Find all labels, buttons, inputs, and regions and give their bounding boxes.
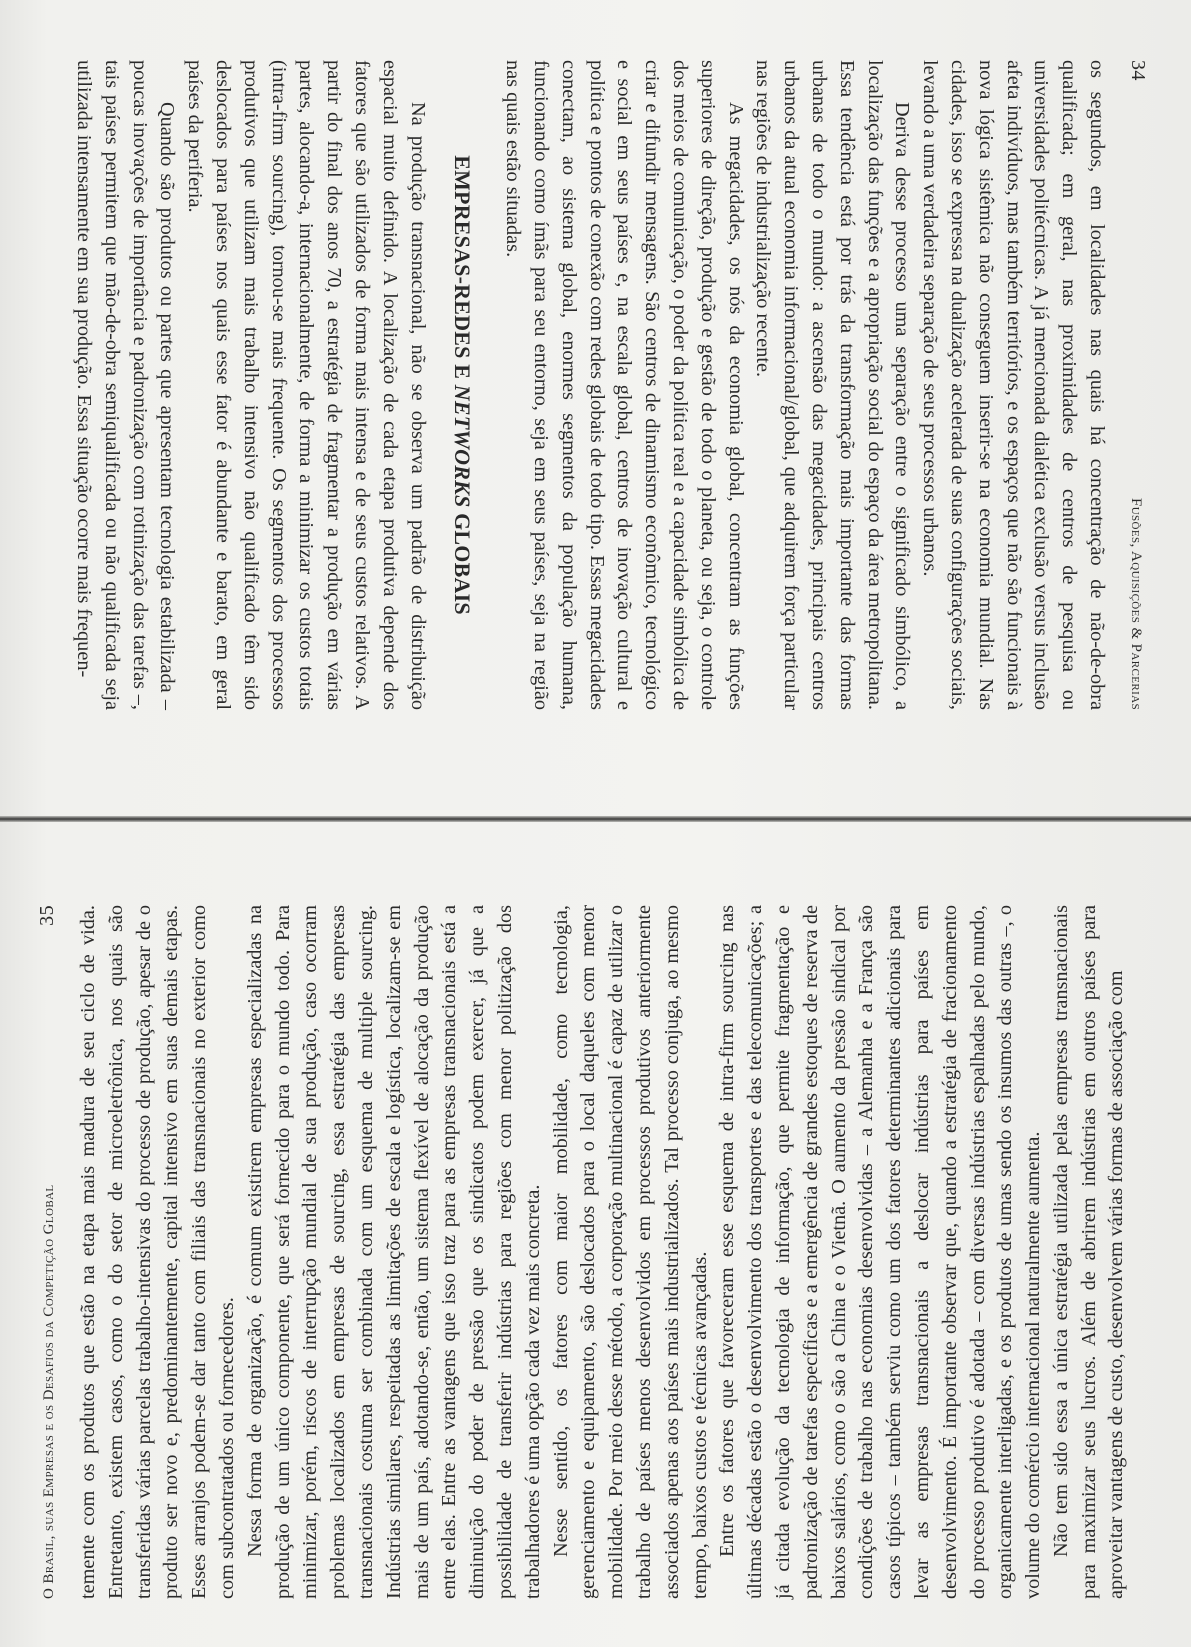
section-title-prefix: EMPRESAS-REDES E: [450, 155, 476, 385]
right-page: [0, 847, 1191, 1647]
section-title: [449, 60, 477, 710]
book-spine: [0, 816, 1191, 822]
paragraph: Nessa forma de organização, é comum existirem empresas especializadas na produção de um único componente, que será fornecido para o mundo todo. Para minimizar, porém, riscos de interrupção mundial de sua produção, caso ocorram problemas localizados em empresas de sourcing, essa estratégia das empresas transnacionais costuma ser combinada com um esquema de multiple sourcing. Indústrias similares, respeitadas as limitações de escala e logística, localizam-se em mais de um país, adotando-se, então, um sistema flexível de alocação da produção entre elas. Entre as vantagens que isso traz para as empresas transnacionais está a diminuição do poder de pressão que os sindicatos podem exercer, já que a possibilidade de transferir indústrias para regiões com menor politização dos trabalhadores é uma opção cada vez mais concreta.: [243, 905, 544, 1599]
paragraph: temente com os produtos que estão na etapa mais madura de seu ciclo de vida. Entretanto, existem casos, como o do setor de microeletrônica, nos quais são transferidas várias parcelas trabalho-intensivas do processo de produção, apesar de o produto ser novo e, predominantemente, capital intensivo em suas demais etapas. Esses arranjos podem-se dar tanto com filiais das transnacionais no exterior como com subcontratados ou fornecedores.: [77, 905, 238, 1599]
page-number: 35: [36, 905, 58, 926]
running-header: [36, 905, 59, 1599]
paragraph: os segundos, em localidades nas quais há concentração de não-de-obra qualificada; em geral, nas proximidades de centros de pesquisa ou universidades politécnicas. A já mencionada dialética exclusão versus inclusão afeta indivíduos, mas também territórios, e os espaços que não são funcionais à nova lógica sistêmica não conseguem inserir-se na economia mundial. Nas cidades, isso se expressa na dualização acelerada de suas configurações sociais, levando a uma verdadeira separação de seus processos urbanos.: [919, 60, 1108, 710]
paragraph: Deriva desse processo uma separação entre o significado simbólico, a localização das funções e a apropriação social do espaço da área metropolitana. Essa tendência está por trás da transformação mais importante das formas urbanas de todo o mundo: a ascensão das megacidades, principais centros urbanos da atual economia informacional/global, que adquirem força particular nas regiões de industrialização recente.: [752, 60, 914, 710]
paragraph: Não tem sido essa a única estratégia utilizada pelas empresas transnacionais para maximizar seus lucros. Além de abrirem indústrias em outros países para aproveitar vantagens de custo, desenvolvem várias formas de associação com: [1049, 905, 1128, 1599]
paragraph: As megacidades, os nós da economia global, concentram as funções superiores de direção, produção e gestão de todo o planeta, ou seja, o controle dos meios de comunicação, o poder da política real e a capacidade simbólica de criar e difundir mensagens. São centros de dinamismo econômico, tecnológico e social em seus países e, na escala global, centros de inovação cultural e política e pontos de conexão com redes globais de todo tipo. Essas megacidades conectam, ao sistema global, enormes segmentos da população humana, funcionando como ímãs para seu entorno, seja em seus países, seja na região nas quais estão situadas.: [502, 60, 747, 710]
left-page: [0, 0, 1191, 770]
section-title-suffix: GLOBAIS: [450, 507, 476, 615]
paragraph: Na produção transnacional, não se observa um padrão de distribuição espacial muito definido. A localização de cada etapa produtiva depende dos fatores que são utilizados de forma mais intensa e de seus custos relativos. A partir do final dos anos 70, a estratégia de fragmentar a produção em várias partes, alocando-a, internacionalmente, de forma a minimizar os custos totais (intra-firm sourcing), tornou-se mais frequente. Os segmentos dos processos produtivos que utilizam mais trabalho intensivo não qualificado têm sido deslocados para países nos quais esse fator é abundante e barato, em geral países da periferia.: [184, 60, 429, 710]
page-number: 34: [1127, 60, 1149, 81]
page-body: [75, 905, 1131, 1599]
running-head-title: O Brasil, suas Empresas e os Desafios da Competição Global: [41, 1184, 57, 1599]
running-head-title: Fusões, Aquisições & Parcerias: [1128, 497, 1144, 710]
running-header: [1126, 60, 1149, 710]
section-title-italic: NETWORKS: [450, 384, 476, 508]
paragraph: Quando são produtos ou partes que apresentam tecnologia estabilizada – poucas inovações de importância e padronização com rotinização das tarefas –, tais países permitem que mão-de-obra semiqualificada ou não qualificada seja utilizada intensamente em sua produção. Essa situação ocorre mais frequen-: [73, 60, 179, 710]
paragraph: Nesse sentido, os fatores com maior mobilidade, como tecnologia, gerenciamento e equipamento, são deslocados para o local daqueles com menor mobilidade. Por meio desse método, a corporação multinacional é capaz de utilizar o trabalho de países menos desenvolvidos em processos produtivos anteriormente associados apenas aos países mais industrializados. Tal processo conjuga, ao mesmo tempo, baixos custos e técnicas avançadas.: [549, 905, 711, 1599]
page-body: [69, 60, 1110, 710]
paragraph: Entre os fatores que favoreceram esse esquema de intra-firm sourcing nas últimas décadas estão o desenvolvimento dos transportes e das telecomunicações; a já citada evolução da tecnologia de informação, que permite fragmentação e padronização de tarefas específicas e a emergência de grandes estoques de reserva de baixos salários, como o são a China e o Vietnã. O aumento da pressão sindical por condições de trabalho nas economias desenvolvidas – a Alemanha e a França são casos típicos – também serviu como um dos fatores determinantes adicionais para levar as empresas transnacionais a deslocar indústrias para países em desenvolvimento. É importante observar que, quando a estratégia de fracionamento do processo produtivo é adotada – com diversas indústrias espalhadas pelo mundo, organicamente interligadas, e os produtos de umas sendo os insumos das outras –, o volume do comércio internacional naturalmente aumenta.: [716, 905, 1045, 1599]
